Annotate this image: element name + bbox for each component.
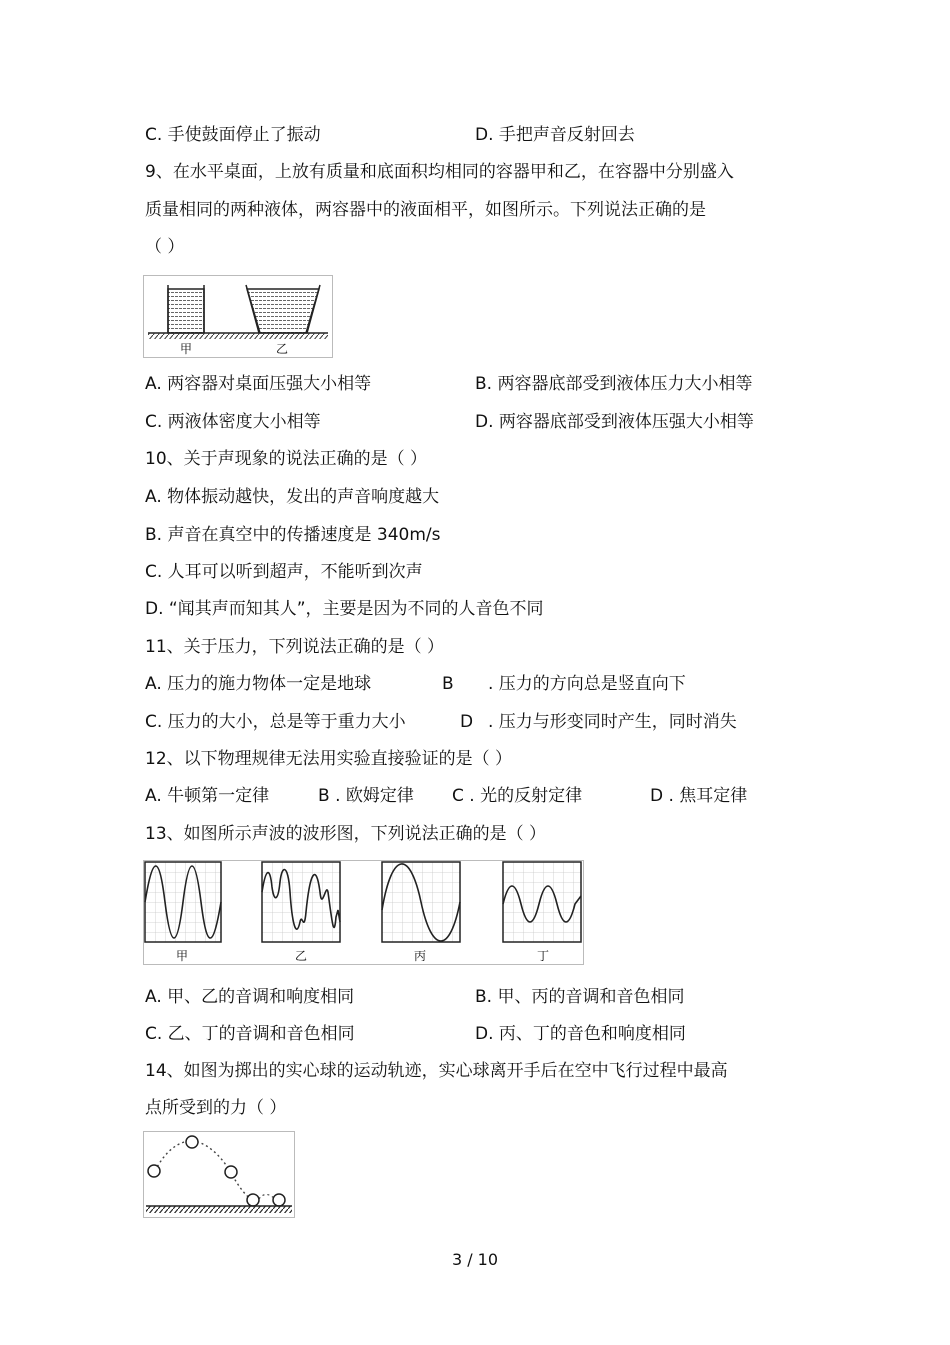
q9-option-d: D. 两容器底部受到液体压强大小相等	[475, 412, 754, 432]
q13-waveforms-diagram	[143, 860, 584, 965]
q10-option-b: B. 声音在真空中的传播速度是 340m/s	[145, 525, 441, 545]
q9-answer-blank: （ ）	[145, 237, 185, 257]
page-number: 3 / 10	[451, 1250, 499, 1269]
q9-containers-diagram	[143, 275, 333, 358]
q13-figure-label-ding: 丁	[537, 949, 550, 963]
q12-option-a: A. 牛顿第一定律	[145, 786, 270, 806]
q8-option-c: C. 手使鼓面停止了振动	[145, 125, 321, 145]
q13-figure-label-yi: 乙	[295, 949, 308, 963]
q13-figure-label-bing: 丙	[414, 949, 427, 963]
q9-option-c: C. 两液体密度大小相等	[145, 412, 321, 432]
q11-option-b-text: . 压力的方向总是竖直向下	[488, 674, 686, 694]
q9-option-b: B. 两容器底部受到液体压力大小相等	[475, 374, 753, 394]
q13-figure-label-jia: 甲	[176, 949, 189, 963]
q11-option-c: C. 压力的大小，总是等于重力大小	[145, 712, 406, 732]
q14-stem-line1: 14、如图为掷出的实心球的运动轨迹，实心球离开手后在空中飞行过程中最高	[145, 1061, 728, 1081]
q12-option-d: D . 焦耳定律	[650, 786, 748, 806]
q11-option-d-text: . 压力与形变同时产生，同时消失	[488, 712, 737, 732]
q10-option-c: C. 人耳可以听到超声，不能听到次声	[145, 562, 423, 582]
q11-option-a: A. 压力的施力物体一定是地球	[145, 674, 372, 694]
q11-option-d-letter: D	[460, 712, 474, 732]
q10-stem: 10、关于声现象的说法正确的是（ ）	[145, 449, 428, 469]
q12-option-c: C . 光的反射定律	[452, 786, 583, 806]
q13-option-b: B. 甲、丙的音调和音色相同	[475, 987, 685, 1007]
q10-option-d: D. “闻其声而知其人”，主要是因为不同的人音色不同	[145, 599, 544, 619]
q9-stem-line2: 质量相同的两种液体，两容器中的液面相平，如图所示。下列说法正确的是	[145, 200, 706, 220]
q12-option-b: B . 欧姆定律	[318, 786, 414, 806]
q9-figure-label-jia: 甲	[180, 342, 193, 356]
q14-stem-line2: 点所受到的力（ ）	[145, 1098, 287, 1118]
q13-waveforms-figure	[143, 860, 584, 965]
q9-option-a: A. 两容器对桌面压强大小相等	[145, 374, 372, 394]
q9-figure-label-yi: 乙	[276, 342, 289, 356]
q13-option-c: C. 乙、丁的音调和音色相同	[145, 1024, 355, 1044]
q14-trajectory-figure	[143, 1131, 295, 1218]
q13-option-a: A. 甲、乙的音调和响度相同	[145, 987, 355, 1007]
q13-stem: 13、如图所示声波的波形图，下列说法正确的是（ ）	[145, 824, 547, 844]
q11-option-b-letter: B	[442, 674, 454, 694]
q11-stem: 11、关于压力，下列说法正确的是（ ）	[145, 637, 445, 657]
q14-trajectory-diagram	[143, 1131, 295, 1218]
q8-option-d: D. 手把声音反射回去	[475, 125, 635, 145]
q12-stem: 12、以下物理规律无法用实验直接验证的是（ ）	[145, 749, 513, 769]
q10-option-a: A. 物体振动越快，发出的声音响度越大	[145, 487, 440, 507]
q9-stem-line1: 9、在水平桌面，上放有质量和底面积均相同的容器甲和乙，在容器中分别盛入	[145, 162, 734, 182]
q9-containers-figure	[143, 275, 333, 358]
q13-option-d: D. 丙、丁的音色和响度相同	[475, 1024, 686, 1044]
